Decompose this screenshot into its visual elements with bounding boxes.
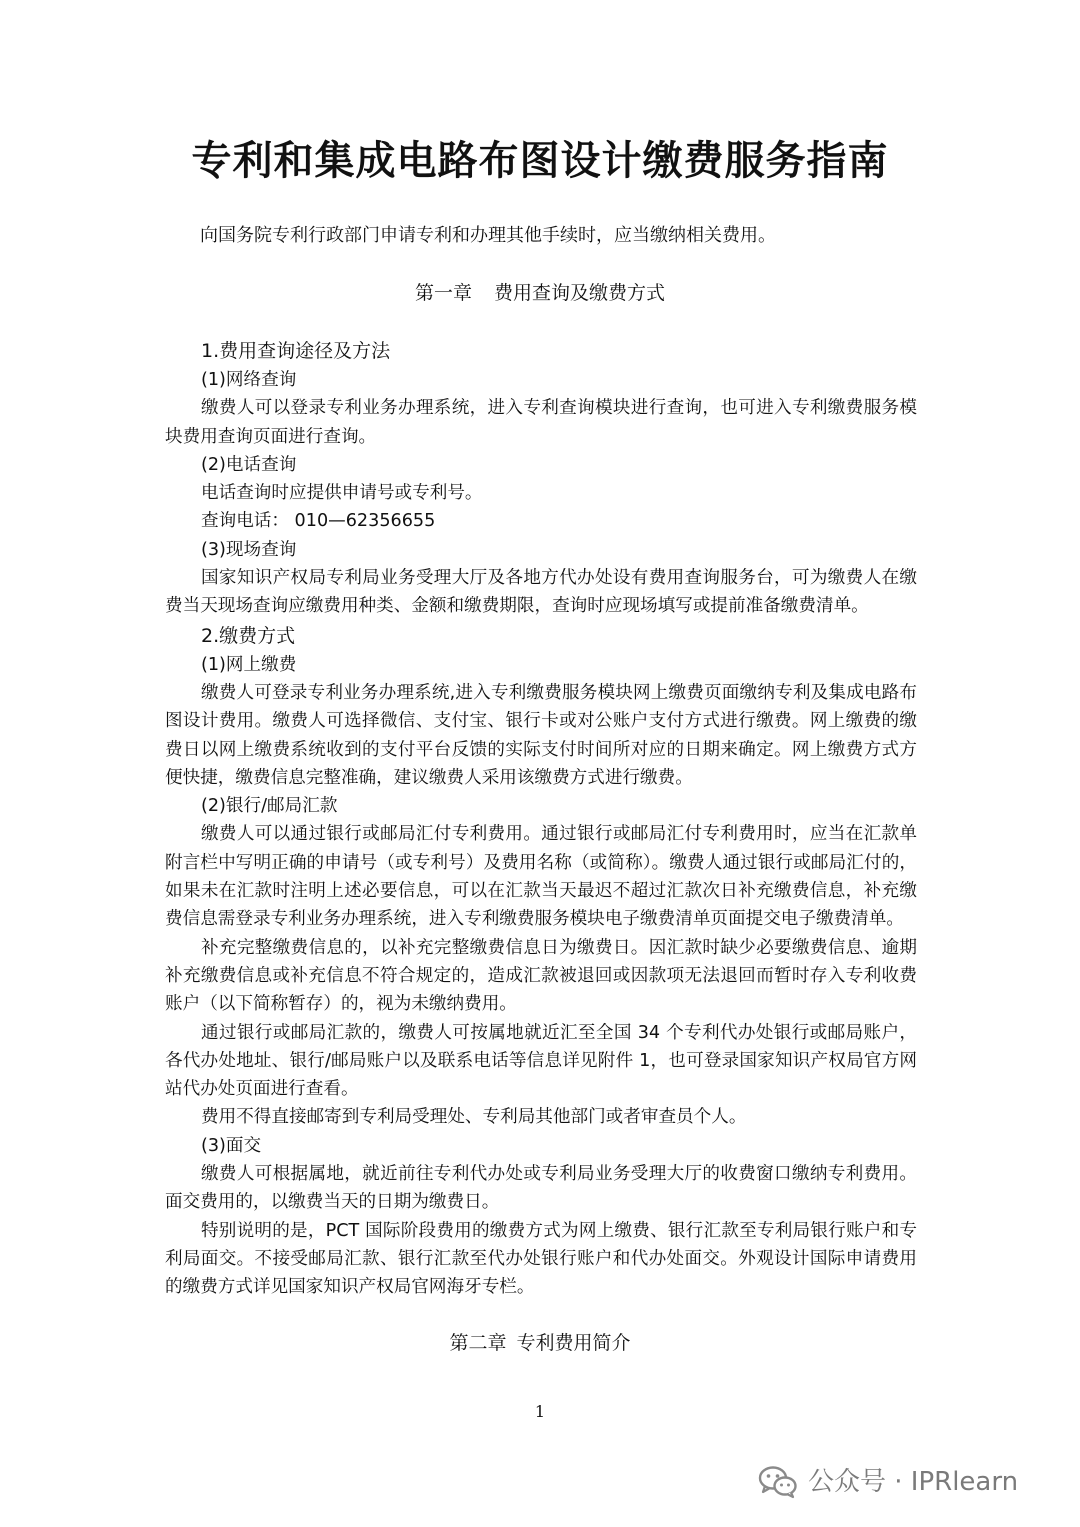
section-1-sub-3-text: 国家知识产权局专利局业务受理大厅及各地方代办处设有费用查询服务台，可为缴费人在缴费当天现场查询应缴费用种类、金额和缴费期限，查询时应现场填写或提前准备缴费清单。: [165, 568, 917, 617]
pct-note-paragraph: 特别说明的是，PCT 国际阶段费用的缴费方式为网上缴费、银行汇款至专利局银行账户和专利局面交。不接受邮局汇款、银行汇款至代办处银行账户和代办处面交。外观设计国际申请费用的缴费方式详见国家知识产权局官网海牙专栏。: [165, 1220, 917, 1298]
watermark: [758, 1462, 1018, 1502]
document-title: 专利和集成电路布图设计缴费服务指南: [191, 138, 889, 184]
chapter-2-label: 第二章: [449, 1332, 507, 1354]
section-2-sub-1-heading: (1)网上缴费: [201, 654, 297, 675]
section-2-sub-2-paragraph-4: 费用不得直接邮寄到专利局受理处、专利局其他部门或者审查员个人。: [201, 1107, 747, 1128]
section-2-sub-1-text: 缴费人可登录专利业务办理系统,进入专利缴费服务模块网上缴费页面缴纳专利及集成电路布图设计费用。缴费人可选择微信、支付宝、银行卡或对公账户支付方式进行缴费。网上缴费的缴费日以网上缴费系统收到的支付平台反馈的实际支付时间所对应的日期来确定。网上缴费方式方便快捷，缴费信息完整准确，建议缴费人采用该缴费方式进行缴费。: [165, 682, 917, 788]
chapter-2-title: 专利费用简介: [516, 1332, 631, 1354]
wechat-icon: [758, 1465, 798, 1499]
section-2-heading: 2.缴费方式: [201, 624, 296, 647]
section-1-sub-3-heading: (3)现场查询: [201, 539, 297, 560]
chapter-2-heading: [0, 1328, 1080, 1358]
watermark-text: 公众号 · IPRlearn: [808, 1467, 1019, 1497]
section-1-heading: 1.费用查询途径及方法: [201, 340, 391, 362]
phone-number-line: 查询电话： 010—62356655: [201, 511, 436, 532]
section-1-sub-1-heading: (1)网络查询: [201, 370, 297, 390]
section-2-sub-2-paragraph-1: 缴费人可以通过银行或邮局汇付专利费用。通过银行或邮局汇付专利费用时，应当在汇款单附言栏中写明正确的申请号（或专利号）及费用名称（或简称）。缴费人通过银行或邮局汇付的，如果未在汇款时注明上述必要信息，可以在汇款当天最迟不超过汇款次日补充缴费信息，补充缴费信息需登录专利业务办理系统，进入专利缴费服务模块电子缴费清单页面提交电子缴费清单。: [165, 824, 917, 930]
section-1-sub-1-text: 缴费人可以登录专利业务办理系统，进入专利查询模块进行查询，也可进入专利缴费服务模块费用查询页面进行查询。: [165, 398, 917, 447]
section-1-sub-2-text: 电话查询时应提供申请号或专利号。: [201, 483, 483, 504]
section-2-sub-2-paragraph-3: 通过银行或邮局汇款的，缴费人可按属地就近汇至全国 34 个专利代办处银行或邮局账户，各代办处地址、银行/邮局账户以及联系电话等信息详见附件 1，也可登录国家知识产权局官方网站代办处页面进行查看。: [165, 1022, 917, 1100]
chapter-1-body: [165, 336, 917, 1302]
section-2-sub-3-heading: (3)面交: [201, 1135, 262, 1156]
chapter-1-heading: [0, 278, 1080, 308]
chapter-1-label: 第一章: [414, 282, 472, 304]
section-2-sub-2-heading: (2)银行/邮局汇款: [201, 796, 338, 817]
section-1-sub-2-heading: (2)电话查询: [201, 454, 297, 475]
page-number: 1: [534, 1402, 546, 1421]
section-2-sub-3-text: 缴费人可根据属地，就近前往专利代办处或专利局业务受理大厅的收费窗口缴纳专利费用。面交费用的，以缴费当天的日期为缴费日。: [165, 1164, 917, 1213]
chapter-1-title: 费用查询及缴费方式: [494, 282, 666, 304]
intro-paragraph: 向国务院专利行政部门申请专利和办理其他手续时，应当缴纳相关费用。: [200, 225, 776, 246]
section-2-sub-2-paragraph-2: 补充完整缴费信息的，以补充完整缴费信息日为缴费日。因汇款时缺少必要缴费信息、逾期补充缴费信息或补充信息不符合规定的，造成汇款被退回或因款项无法退回而暂时存入专利收费账户（以下简称暂存）的，视为未缴纳费用。: [165, 937, 917, 1015]
